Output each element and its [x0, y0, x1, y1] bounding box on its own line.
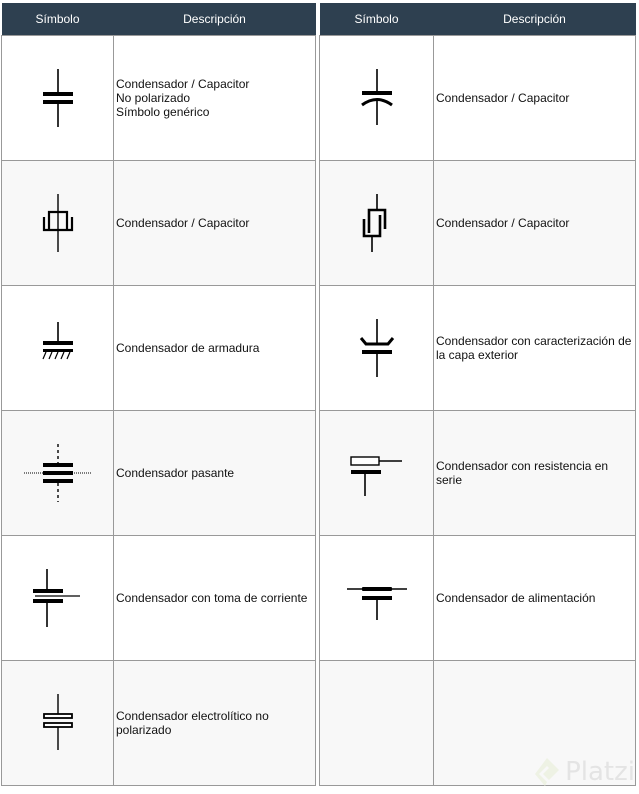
capacitor-outer-layer-icon [357, 318, 397, 378]
symbol-cell [320, 161, 434, 286]
header-description: Descripción [434, 3, 636, 36]
symbol-cell-empty [320, 661, 434, 786]
description-cell: Condensador / Capacitor [434, 161, 636, 286]
header-symbol: Símbolo [2, 3, 114, 36]
symbol-cell [2, 661, 114, 786]
table-row [320, 161, 636, 286]
description-cell: Condensador de alimentación [434, 536, 636, 661]
symbol-cell [320, 36, 434, 161]
table-row [320, 286, 636, 411]
symbol-cell [2, 411, 114, 536]
capacitor-comb-icon [38, 193, 78, 253]
table-header [320, 3, 636, 36]
capacitor-series-resistor-icon [347, 443, 407, 503]
capacitor-tap-icon [32, 568, 84, 628]
table-row [2, 536, 316, 661]
description-cell: Condensador / Capacitor No polarizado Símbolo genérico [114, 36, 316, 161]
table-row [2, 661, 316, 786]
symbol-cell [2, 36, 114, 161]
table-row [2, 411, 316, 536]
symbol-cell [2, 286, 114, 411]
table-row [320, 536, 636, 661]
description-cell: Condensador con resistencia en serie [434, 411, 636, 536]
symbol-cell [320, 536, 434, 661]
capacitor-interleaved-icon [357, 193, 397, 253]
description-cell: Condensador pasante [114, 411, 316, 536]
table-row [2, 36, 316, 161]
watermark-text: Platzi [565, 757, 635, 787]
symbol-cell [2, 161, 114, 286]
header-description: Descripción [114, 3, 316, 36]
description-cell: Condensador con caracterización de la capa exterior [434, 286, 636, 411]
table-row [2, 286, 316, 411]
capacitor-feed-icon [345, 568, 409, 628]
symbol-cell [320, 286, 434, 411]
capacitor-ground-plate-icon [38, 318, 78, 378]
platzi-logo-icon [533, 756, 561, 788]
description-cell: Condensador electrolítico no polarizado [114, 661, 316, 786]
table-row [2, 161, 316, 286]
table-header [2, 3, 316, 36]
capacitor-electrolytic-nonpolar-icon [38, 693, 78, 753]
symbol-cell [2, 536, 114, 661]
description-cell: Condensador de armadura [114, 286, 316, 411]
capacitor-generic-icon [38, 68, 78, 128]
platzi-watermark [533, 756, 635, 788]
table-row [320, 411, 636, 536]
capacitor-curved-plate-icon [357, 68, 397, 128]
description-cell: Condensador / Capacitor [434, 36, 636, 161]
capacitor-symbols-table-left [1, 3, 316, 786]
table-row [320, 36, 636, 161]
description-cell: Condensador con toma de corriente [114, 536, 316, 661]
description-cell: Condensador / Capacitor [114, 161, 316, 286]
capacitor-symbols-table-right [319, 3, 636, 786]
symbol-cell [320, 411, 434, 536]
capacitor-feedthrough-icon [23, 443, 93, 503]
header-symbol: Símbolo [320, 3, 434, 36]
